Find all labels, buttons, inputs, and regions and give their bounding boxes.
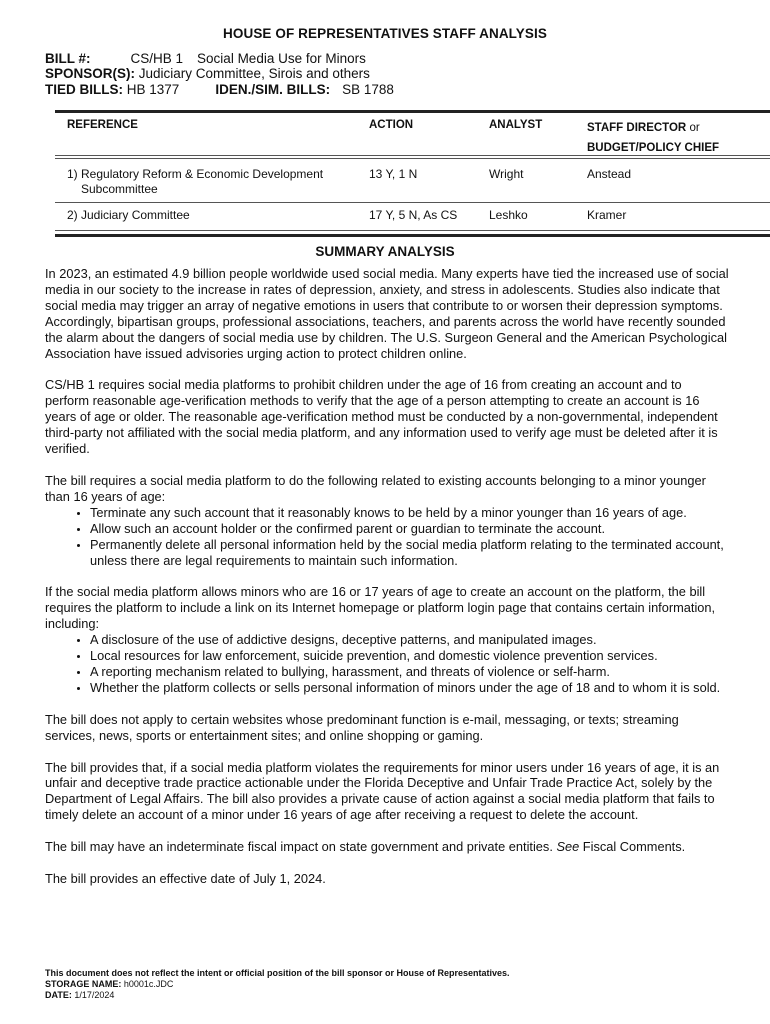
table-row-rule	[55, 202, 770, 203]
row1-reference-line1: 1) Regulatory Reform & Economic Development	[67, 167, 324, 181]
bill-value: CS/HB 1	[130, 51, 184, 66]
list-item: • A reporting mechanism related to bullying, harassment, and threats of violence or self-harm.	[90, 664, 729, 680]
sponsor-label: SPONSOR(S):	[45, 66, 136, 81]
column-header-reference: REFERENCE	[67, 119, 138, 131]
column-header-staff-director	[587, 118, 767, 158]
row1-action: 13 Y, 1 N	[369, 167, 418, 181]
fiscal-comments-text: Fiscal Comments.	[582, 839, 686, 855]
date-label: DATE:	[45, 990, 72, 1000]
summary-body	[45, 266, 729, 903]
list-item: • Permanently delete all personal information held by the social media platform relating to the terminated account, unless there are legal requirements to maintain such information.	[90, 537, 729, 569]
tied-bills-line	[45, 82, 394, 98]
row1-analyst: Wright	[489, 167, 524, 181]
row2-director: Kramer	[587, 208, 627, 222]
page-title: HOUSE OF REPRESENTATIVES STAFF ANALYSIS	[223, 26, 547, 41]
row2-reference: 2) Judiciary Committee	[67, 208, 190, 222]
director-header-line1: STAFF DIRECTOR	[587, 122, 687, 134]
summary-title: SUMMARY ANALYSIS	[315, 244, 455, 259]
bill-label: BILL #:	[45, 51, 91, 66]
sponsor-value: Judiciary Committee, Sirois and others	[138, 66, 370, 81]
row1-director: Anstead	[587, 167, 632, 181]
fiscal-impact-text: The bill may have an indeterminate fiscal impact on state government and private entities.	[45, 839, 553, 855]
table-bottom-thick-rule	[55, 234, 770, 237]
storage-name-value: h0001c.JDC	[123, 979, 174, 989]
summary-paragraph: The bill provides an effective date of July 1, 2024.	[45, 871, 326, 887]
list-item: • A disclosure of the use of addictive designs, deceptive patterns, and manipulated images.	[90, 632, 729, 648]
summary-paragraph: CS/HB 1 requires social media platforms to prohibit children under the age of 16 from creating an account and to perform reasonable age-verification methods to verify that the age of a person attempting to create an account is 16 years of age or older. The reasonable age-verification method must be conducted by a non-governmental, independent third-party not affiliated with the social media platform, and any information used to verify age must be deleted after it is verified.	[45, 377, 718, 457]
iden-sim-value: SB 1788	[342, 82, 394, 97]
tied-bills-label: TIED BILLS:	[45, 82, 123, 97]
row2-analyst: Leshko	[489, 208, 528, 222]
summary-paragraph: In 2023, an estimated 4.9 billion people worldwide used social media. Many experts have tied the increased use of social media in our society to the increase in rates of depression, anxiety, and stress in adolescents. Studies also indicate that social media may trigger an array of negative emotions in users that contribute to or worsen their depression symptoms. Accordingly, bipartisan groups, professional associations, teachers, and parents across the world have recently sounded the alarm about the dangers of social media use by children. The U.S. Surgeon General and the American Psychological Association have issued advisories urging action to protect children online.	[45, 266, 729, 361]
summary-paragraph: The bill requires a social media platform to do the following related to existing accounts belonging to a minor younger than 16 years of age:	[45, 472, 706, 504]
table-top-rule	[55, 110, 770, 113]
iden-sim-label: IDEN./SIM. BILLS:	[215, 82, 331, 97]
table-header-rule-2	[55, 158, 770, 159]
bill-number-line	[45, 51, 366, 67]
column-header-action: ACTION	[369, 119, 414, 131]
summary-paragraph: If the social media platform allows minors who are 16 or 17 years of age to create an account on the platform, the bill requires the platform to include a link on its Internet homepage or platform login page that contains certain information, including:	[45, 584, 716, 632]
list-item: • Local resources for law enforcement, suicide prevention, and domestic violence prevention services.	[90, 648, 729, 664]
list-item: • Whether the platform collects or sells personal information of minors under the age of 18 and to whom it is sold.	[90, 680, 729, 696]
row1-reference-line2: Subcommittee	[81, 182, 158, 196]
tied-bills-value: HB 1377	[126, 82, 180, 97]
storage-name-label: STORAGE NAME:	[45, 979, 122, 989]
footer-disclaimer: This document does not reflect the intent or official position of the bill sponsor or House of Representatives.	[45, 968, 510, 978]
director-header-line2: BUDGET/POLICY CHIEF	[587, 142, 720, 154]
see-reference: See	[556, 839, 580, 855]
list-item: • Terminate any such account that it reasonably knows to be held by a minor younger than 16 years of age.	[90, 505, 729, 521]
disclosure-information-list	[45, 632, 729, 696]
table-bottom-rule	[55, 230, 770, 231]
summary-paragraph: The bill provides that, if a social media platform violates the requirements for minor users under 16 years of age, it is an unfair and deceptive trade practice actionable under the Florida Deceptive and Unfair Trade Practice Act, solely by the Department of Legal Affairs. The bill also provides a private cause of action against a social media platform that fails to timely delete an account of a minor under 16 years of age after receiving a request to delete the account.	[45, 759, 720, 823]
row1-reference	[67, 167, 357, 197]
footer	[45, 968, 510, 1001]
account-requirements-list	[45, 505, 729, 569]
summary-paragraph: The bill does not apply to certain websites whose predominant function is e-mail, messaging, or texts; streaming services, news, sports or entertainment sites; and online shopping or gaming.	[45, 711, 679, 743]
table-header-rule	[55, 155, 770, 156]
list-item: • Allow such an account holder or the confirmed parent or guardian to terminate the account.	[90, 521, 729, 537]
sponsor-line	[45, 66, 370, 82]
column-header-analyst: ANALYST	[489, 119, 543, 131]
director-header-or: or	[689, 122, 700, 134]
date-value: 1/17/2024	[74, 990, 115, 1000]
row2-action: 17 Y, 5 N, As CS	[369, 208, 458, 222]
summary-paragraph	[45, 839, 729, 855]
bill-subject: Social Media Use for Minors	[197, 51, 366, 66]
